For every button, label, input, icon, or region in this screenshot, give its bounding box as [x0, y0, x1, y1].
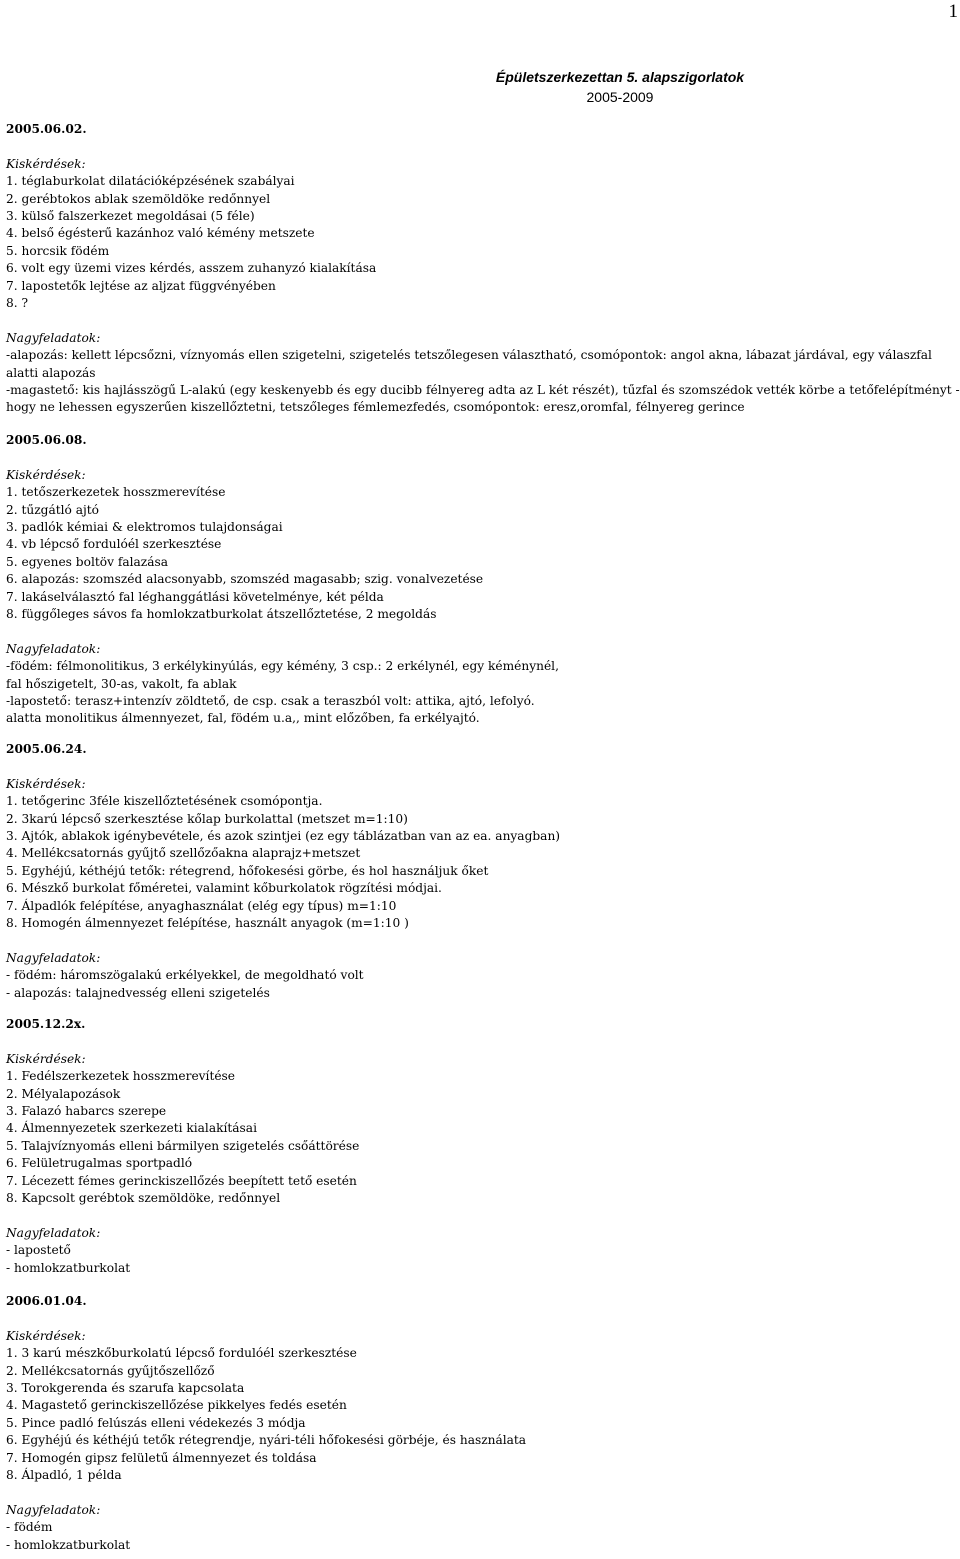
exam-date: 2005.12.2x.: [6, 1017, 86, 1031]
exam-section-2005-06-02: [6, 121, 960, 417]
small-questions-label: Kiskérdések:: [6, 1328, 86, 1343]
small-question: 6. alapozás: szomszéd alacsonyabb, szomszéd magasabb; szig. vonalvezetése: [6, 572, 484, 587]
page-number: 1: [948, 1, 958, 22]
small-questions-label: Kiskérdések:: [6, 467, 86, 482]
small-question: 5. Talajvíznyomás elleni bármilyen szigetelés csőáttörése: [6, 1138, 360, 1153]
small-question: 7. Homogén gipsz felületű álmennyezet és toldása: [6, 1450, 317, 1465]
exam-section-2005-12-2x: [6, 1016, 956, 1277]
small-question: 4. vb lépcső fordulóél szerkesztése: [6, 537, 222, 552]
big-task: -magastető: kis hajlásszögű L-alakú (egy keskenyebb és egy ducibb félnyereg adta az L két részét), tűzfal és szomszédok vették körbe a tetőfelépítményt - hogy ne lehessen egyszerűen kiszellőztetni, tetszőleges fémlemezfedés, csomópontok: eresz,oromfal, félnyereg gerince: [6, 383, 960, 415]
big-task: - alapozás: talajnedvesség elleni szigetelés: [6, 985, 270, 1000]
small-question: 2. gerébtokos ablak szemöldöke redőnnyel: [6, 191, 271, 206]
small-question: 2. Mélyalapozások: [6, 1086, 121, 1101]
small-question: 5. horcsik födém: [6, 243, 110, 258]
big-task: alatta monolitikus álmennyezet, fal, födém u.a,, mint előzőben, fa erkélyajtó.: [6, 711, 480, 726]
small-question: 7. Lécezett fémes gerinckiszellőzés beepített tető esetén: [6, 1173, 357, 1188]
big-task: - födém: [6, 1520, 53, 1535]
small-question: 6. volt egy üzemi vizes kérdés, asszem zuhanyzó kialakítása: [6, 261, 377, 276]
small-question: 1. tetőgerinc 3féle kiszellőztetésének csomópontja.: [6, 794, 323, 809]
big-task: - homlokzatburkolat: [6, 1537, 131, 1552]
small-question: 8. Álpadló, 1 példa: [6, 1468, 122, 1483]
small-question: 8. ?: [6, 296, 29, 311]
big-task: fal hőszigetelt, 30-as, vakolt, fa ablak: [6, 676, 237, 691]
small-question: 6. Felületrugalmas sportpadló: [6, 1156, 193, 1171]
big-tasks-label: Nagyfeladatok:: [6, 1225, 101, 1240]
document-subtitle: 2005-2009: [586, 89, 654, 105]
small-question: 1. tetőszerkezetek hosszmerevítése: [6, 485, 226, 500]
exam-date: 2006.01.04.: [6, 1294, 87, 1308]
big-task: - lapostető: [6, 1243, 71, 1258]
small-question: 5. egyenes boltöv falazása: [6, 554, 168, 569]
small-question: 6. Mészkő burkolat főméretei, valamint kőburkolatok rögzítési módjai.: [6, 881, 442, 896]
small-question: 7. lakáselválasztó fal léghanggátlási követelménye, két példa: [6, 589, 384, 604]
big-task: - födém: háromszögalakú erkélyekkel, de megoldható volt: [6, 968, 364, 983]
big-tasks-label: Nagyfeladatok:: [6, 641, 101, 656]
small-question: 5. Egyhéjú, kéthéjú tetők: rétegrend, hőfokesési görbe, és hol használjuk őket: [6, 863, 489, 878]
document-title: Épületszerkezettan 5. alapszigorlatok: [495, 69, 745, 85]
small-question: 1. Fedélszerkezetek hosszmerevítése: [6, 1069, 236, 1084]
exam-date: 2005.06.08.: [6, 433, 87, 447]
small-question: 6. Egyhéjú és kéthéjú tetők rétegrendje, nyári-téli hőfokesési görbéje, és használata: [6, 1433, 527, 1448]
exam-date: 2005.06.02.: [6, 122, 87, 136]
small-question: 3. külső falszerkezet megoldásai (5 féle): [6, 209, 255, 224]
exam-date: 2005.06.24.: [6, 742, 87, 756]
small-question: 7. Álpadlók felépítése, anyaghasználat (elég egy típus) m=1:10: [6, 898, 397, 913]
small-question: 4. Mellékcsatornás gyűjtő szellőzőakna alaprajz+metszet: [6, 846, 361, 861]
small-question: 4. belső égésterű kazánhoz való kémény metszete: [6, 226, 315, 241]
small-question: 3. padlók kémiai & elektromos tulajdonságai: [6, 520, 283, 535]
small-question: 2. 3karú lépcső szerkesztése kőlap burkolattal (metszet m=1:10): [6, 811, 408, 826]
small-question: 4. Magastető gerinckiszellőzése pikkelyes fedés esetén: [6, 1398, 347, 1413]
exam-section-2005-06-08: [6, 432, 956, 728]
big-tasks-label: Nagyfeladatok:: [6, 950, 101, 965]
small-questions-label: Kiskérdések:: [6, 156, 86, 171]
exam-section-2005-06-24: [6, 741, 956, 1002]
small-questions-label: Kiskérdések:: [6, 776, 86, 791]
big-task: - homlokzatburkolat: [6, 1260, 131, 1275]
small-questions-label: Kiskérdések:: [6, 1051, 86, 1066]
small-question: 3. Ajtók, ablakok igénybevétele, és azok szintjei (ez egy táblázatban van az ea. anyagban): [6, 829, 561, 844]
small-question: 8. Homogén álmennyezet felépítése, használt anyagok (m=1:10 ): [6, 916, 409, 931]
big-task: -lapostető: terasz+intenzív zöldtető, de csp. csak a teraszból volt: attika, ajtó, lefolyó.: [6, 694, 535, 709]
small-question: 8. függőleges sávos fa homlokzatburkolat átszellőztetése, 2 megoldás: [6, 607, 437, 622]
exam-section-2006-01-04: [6, 1293, 956, 1554]
big-tasks-label: Nagyfeladatok:: [6, 330, 101, 345]
small-question: 3. Torokgerenda és szarufa kapcsolata: [6, 1381, 245, 1396]
small-question: 5. Pince padló felúszás elleni védekezés 3 módja: [6, 1415, 306, 1430]
big-task: -alapozás: kellett lépcsőzni, víznyomás ellen szigetelni, szigetelés tetszőlegesen választható, csomópontok: angol akna, lábazat járdával, egy válaszfal alatti alapozás: [6, 348, 932, 380]
big-task: -födém: félmonolitikus, 3 erkélykinyúlás, egy kémény, 3 csp.: 2 erkélynél, egy kéménynél,: [6, 659, 559, 674]
small-question: 2. tűzgátló ajtó: [6, 502, 100, 517]
small-question: 4. Álmennyezetek szerkezeti kialakításai: [6, 1121, 257, 1136]
small-question: 1. 3 karú mészkőburkolatú lépcső fordulóél szerkesztése: [6, 1346, 357, 1361]
small-question: 1. téglaburkolat dilatációképzésének szabályai: [6, 174, 295, 189]
small-question: 3. Falazó habarcs szerepe: [6, 1104, 167, 1119]
big-tasks-label: Nagyfeladatok:: [6, 1502, 101, 1517]
small-question: 7. lapostetők lejtése az aljzat függvényében: [6, 278, 276, 293]
small-question: 8. Kapcsolt gerébtok szemöldöke, redőnnyel: [6, 1191, 281, 1206]
small-question: 2. Mellékcsatornás gyűjtőszellőző: [6, 1363, 215, 1378]
